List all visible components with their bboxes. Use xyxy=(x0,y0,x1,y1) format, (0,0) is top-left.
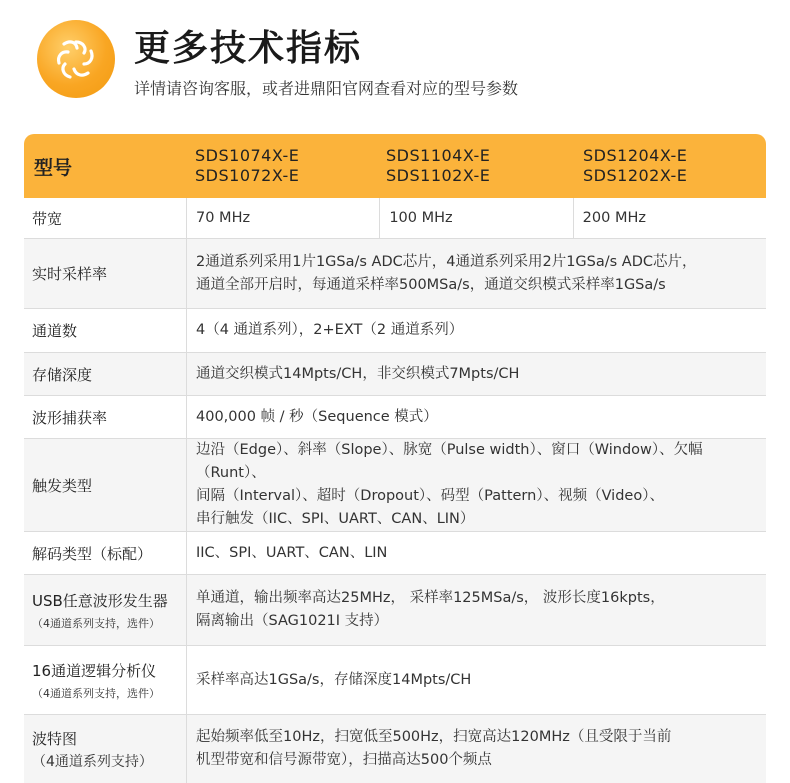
row-value xyxy=(187,575,766,645)
row-label-cell xyxy=(24,646,187,714)
value-line: 采样率高达1GSa/s，存储深度14Mpts/CH xyxy=(196,671,472,688)
row-label: 16通道逻辑分析仪 xyxy=(32,661,157,680)
model-name: SDS1204X-E xyxy=(583,146,688,165)
value-line: 2通道系列采用1片1GSa/s ADC芯片，4通道系列采用2片1GSa/s ADC芯片， xyxy=(196,253,697,270)
row-label-cell xyxy=(24,439,187,531)
model-group-1 xyxy=(195,146,299,186)
table-row xyxy=(24,309,766,353)
spec-table-header xyxy=(24,134,766,198)
model-name: SDS1072X-E xyxy=(195,166,300,185)
value-line: 间隔（Interval）、超时（Dropout）、码型（Pattern）、视频（Video）、 xyxy=(196,488,664,504)
row-note: （4通道系列支持，选件） xyxy=(32,686,160,700)
value-line: 串行触发（IIC、SPI、UART、CAN、LIN） xyxy=(196,511,475,527)
model-name: SDS1102X-E xyxy=(386,166,491,185)
row-label-cell xyxy=(24,396,187,438)
row-label: 波形捕获率 xyxy=(32,408,108,427)
value-line: 边沿（Edge）、斜率（Slope）、脉宽（Pulse width）、窗口（Window）、欠幅（Runt）、 xyxy=(196,442,703,481)
bandwidth-value: 100 MHz xyxy=(380,198,573,238)
page-title: 更多技术指标 xyxy=(134,28,363,69)
table-row xyxy=(24,575,766,646)
row-value xyxy=(187,396,766,438)
spec-table xyxy=(24,134,766,783)
value-line: 隔离输出（SAG1021I 支持） xyxy=(196,613,389,629)
model-label: 型号 xyxy=(34,156,73,179)
table-row xyxy=(24,715,766,783)
row-label-cell xyxy=(24,715,187,783)
row-note: （4通道系列支持） xyxy=(32,753,153,770)
row-label-cell xyxy=(24,532,187,574)
row-value xyxy=(187,646,766,714)
value-line: 起始频率低至10Hz，扫宽低至500Hz，扫宽高达120MHz（且受限于当前 xyxy=(196,729,672,745)
row-value xyxy=(187,239,766,308)
page-subtitle: 详情请咨询客服，或者进鼎阳官网查看对应的型号参数 xyxy=(134,79,519,98)
model-group-3 xyxy=(583,146,687,186)
table-row xyxy=(24,532,766,575)
model-group-2 xyxy=(386,146,490,186)
value-line: 机型带宽和信号源带宽），扫描高达500个频点 xyxy=(196,752,492,768)
bandwidth-value: 70 MHz xyxy=(187,198,380,238)
row-label-cell xyxy=(24,353,187,395)
model-name: SDS1074X-E xyxy=(195,146,300,165)
table-row xyxy=(24,396,766,439)
table-row xyxy=(24,439,766,532)
brand-logo-icon xyxy=(37,20,115,98)
row-label: 通道数 xyxy=(32,322,78,340)
table-row xyxy=(24,239,766,309)
table-row xyxy=(24,646,766,715)
row-value xyxy=(187,439,766,531)
table-row-bandwidth xyxy=(24,198,766,239)
model-name: SDS1202X-E xyxy=(583,166,688,185)
value-line: 通道全部开启时，每通道采样率500MSa/s，通道交织模式采样率1GSa/s xyxy=(196,276,666,293)
model-name: SDS1104X-E xyxy=(386,146,491,165)
row-value xyxy=(187,532,766,574)
row-label: 波特图 xyxy=(32,729,78,748)
row-label: 解码类型（标配） xyxy=(32,544,153,563)
row-note: （4通道系列支持，选件） xyxy=(32,616,160,630)
row-value xyxy=(187,715,766,783)
row-label: 存储深度 xyxy=(32,365,93,384)
row-label: USB任意波形发生器 xyxy=(32,591,168,610)
value-line: 通道交织模式14Mpts/CH，非交织模式7Mpts/CH xyxy=(196,365,520,382)
value-line: 400,000 帧 / 秒（Sequence 模式） xyxy=(196,408,438,425)
row-label-cell xyxy=(24,239,187,308)
row-value xyxy=(187,309,766,352)
value-line: IIC、SPI、UART、CAN、LIN xyxy=(196,544,388,561)
value-line: 4（4 通道系列），2+EXT（2 通道系列） xyxy=(196,322,464,338)
table-row xyxy=(24,353,766,396)
row-label: 带宽 xyxy=(24,198,187,238)
bandwidth-value: 200 MHz xyxy=(582,210,646,226)
row-label-cell xyxy=(24,575,187,645)
row-label: 实时采样率 xyxy=(32,265,108,283)
value-line: 单通道，输出频率高达25MHz， 采样率125MSa/s， 波形长度16kpts， xyxy=(196,590,665,606)
row-label: 触发类型 xyxy=(32,476,93,495)
row-value xyxy=(187,353,766,395)
row-label-cell xyxy=(24,309,187,352)
